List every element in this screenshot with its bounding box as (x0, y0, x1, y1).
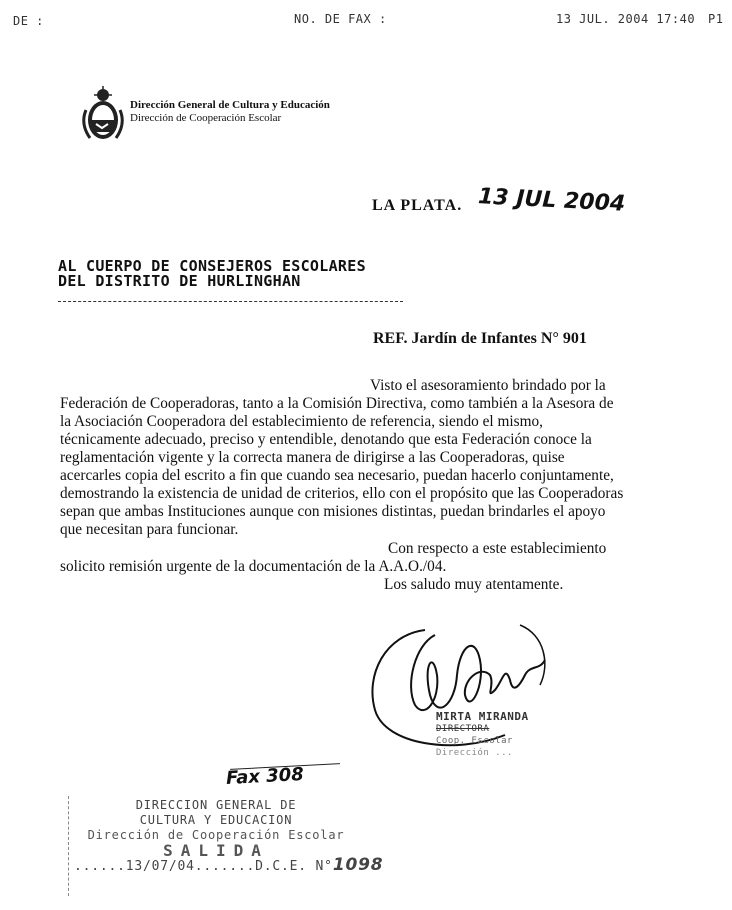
body-line: Federación de Cooperadoras, tanto a la Comisión Directiva, como también a la Asesora de (60, 395, 614, 412)
stamp-line5-prefix: ......13/07/04.......D.C.E. N° (74, 859, 333, 874)
signature-stamp (436, 711, 529, 759)
stamp-number-handwritten: 1098 (332, 855, 384, 875)
body-line: sepan que ambas Instituciones aunque con misiones distintas, puedan brindarles el apoyo (60, 503, 606, 520)
body-paragraph-2 (60, 540, 690, 576)
body-paragraph-1 (60, 377, 690, 539)
signer-line3: Coop. Escolar (436, 736, 513, 746)
handwritten-date: 13 JUL 2004 (477, 184, 626, 217)
fax-page: P1 (708, 12, 724, 26)
signer-name: MIRTA MIRANDA (436, 710, 529, 723)
addressee-line1: AL CUERPO DE CONSEJEROS ESCOLARES (58, 257, 366, 275)
body-line: Visto el asesoramiento brindado por la (370, 377, 606, 394)
addressee-line2: DEL DISTRITO DE HURLINGHAN (58, 272, 301, 290)
body-line: acercarles copia del escrito a fin que cuando sea necesario, puedan hacerlo conjuntamente, (60, 467, 614, 484)
body-line: solicito remisión urgente de la documentación de la A.A.O./04. (60, 558, 447, 575)
crest-sun-icon (94, 86, 112, 101)
body-line: técnicamente adecuado, preciso y entendible, denotando que esta Federación conoce la (60, 431, 592, 448)
stamp-border-left (68, 796, 69, 896)
fax-from-label: DE : (13, 14, 44, 28)
signer-line4: Dirección ... (436, 748, 513, 758)
addressee (58, 259, 366, 289)
letterhead-line1: Dirección General de Cultura y Educación (130, 99, 330, 111)
place-name: LA PLATA. (372, 197, 463, 214)
letterhead (130, 99, 330, 125)
addressee-underline (58, 301, 403, 302)
stamp-line1: DIRECCION GENERAL DE (135, 798, 297, 812)
reference: REF. Jardín de Infantes N° 901 (373, 330, 587, 347)
signer-title: DIRECTORA (436, 724, 490, 734)
stamp-handwritten-fax: Fax 308 (225, 763, 305, 790)
argentina-crest-icon (80, 86, 126, 144)
letterhead-line2: Dirección de Cooperación Escolar (130, 112, 282, 124)
fax-number-label: NO. DE FAX : (294, 12, 387, 26)
stamp-line3: Dirección de Cooperación Escolar (87, 828, 345, 842)
fax-datetime: 13 JUL. 2004 17:40 (556, 12, 696, 26)
closing: Los saludo muy atentamente. (384, 576, 564, 593)
body-line: Con respecto a este establecimiento (388, 540, 607, 557)
stamp-line5 (66, 855, 384, 875)
body-line: la Asociación Cooperadora del establecimiento de referencia, siendo el mismo, (60, 413, 543, 430)
body-line: que necesitan para funcionar. (60, 521, 239, 538)
body-line: reglamentación vigente y la correcta manera de dirigirse a las Cooperadoras, quise (60, 449, 565, 466)
body-line: demostrando la existencia de unidad de criterios, ello con el propósito que las Cooperadoras (60, 485, 624, 502)
reception-stamp (66, 798, 384, 875)
stamp-line4: SALIDA (163, 841, 269, 860)
stamp-line2: CULTURA Y EDUCACION (139, 813, 293, 827)
